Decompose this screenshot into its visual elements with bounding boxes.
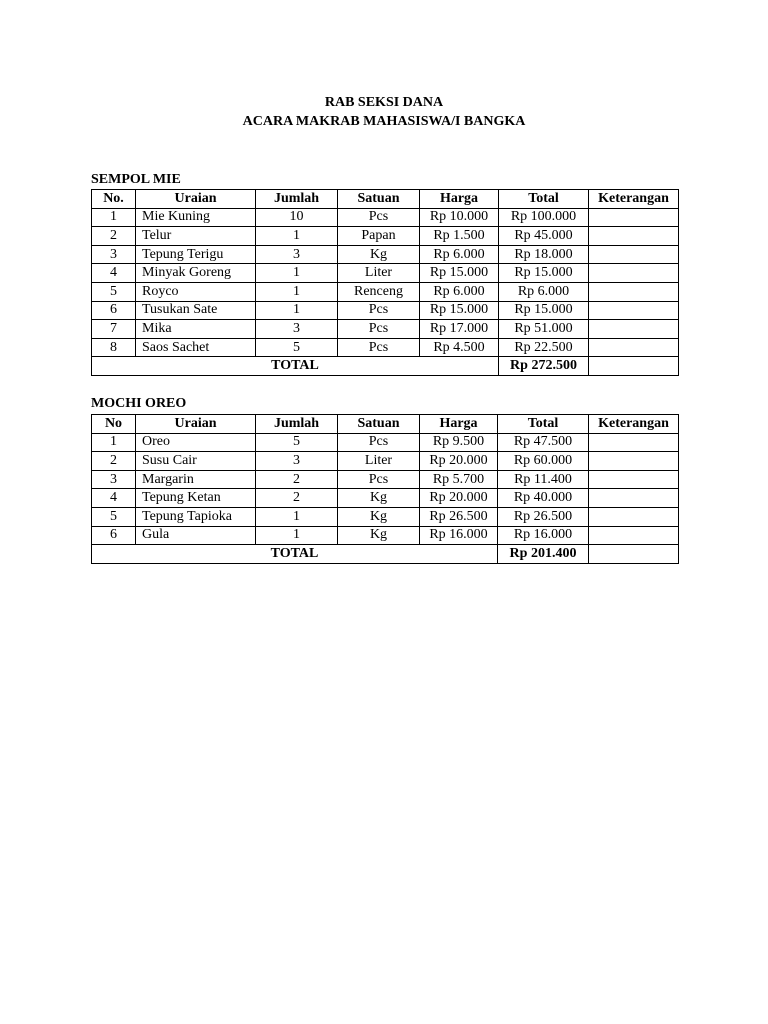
cell-total: Rp 51.000	[499, 320, 589, 339]
cell-no: 3	[92, 470, 136, 489]
cell-uraian: Tusukan Sate	[136, 301, 256, 320]
cell-total: Rp 100.000	[499, 208, 589, 227]
total-row	[92, 357, 679, 376]
table-row	[92, 507, 679, 526]
cell-total: Rp 18.000	[499, 245, 589, 264]
cell-satuan: Pcs	[338, 433, 420, 452]
cell-jumlah: 3	[256, 245, 338, 264]
cell-uraian: Tepung Ketan	[136, 489, 256, 508]
cell-jumlah: 5	[256, 338, 338, 357]
cell-uraian: Tepung Terigu	[136, 245, 256, 264]
title-line-2: ACARA MAKRAB MAHASISWA/I BANGKA	[242, 114, 526, 129]
cell-keterangan	[589, 301, 679, 320]
table-row	[92, 320, 679, 339]
cell-jumlah: 5	[256, 433, 338, 452]
cell-no: 2	[92, 452, 136, 471]
cell-total: Rp 47.500	[498, 433, 589, 452]
cell-satuan: Kg	[338, 245, 420, 264]
table-row	[92, 227, 679, 246]
title-line-1: RAB SEKSI DANA	[324, 95, 444, 110]
table-row	[92, 452, 679, 471]
cell-harga: Rp 10.000	[420, 208, 499, 227]
col-header-keterangan: Keterangan	[589, 190, 679, 209]
cell-uraian: Mika	[136, 320, 256, 339]
total-keterangan	[589, 545, 679, 564]
cell-uraian: Oreo	[136, 433, 256, 452]
table-row	[92, 301, 679, 320]
table-row	[92, 282, 679, 301]
cell-harga: Rp 17.000	[420, 320, 499, 339]
cell-satuan: Pcs	[338, 208, 420, 227]
cell-total: Rp 60.000	[498, 452, 589, 471]
cell-satuan: Kg	[338, 489, 420, 508]
section-title-sempol-mie: SEMPOL MIE	[91, 172, 181, 187]
cell-satuan: Kg	[338, 507, 420, 526]
table-header-row	[92, 415, 679, 434]
cell-harga: Rp 4.500	[420, 338, 499, 357]
cell-keterangan	[589, 433, 679, 452]
cell-jumlah: 1	[256, 301, 338, 320]
cell-keterangan	[589, 507, 679, 526]
cell-no: 6	[92, 301, 136, 320]
cell-harga: Rp 5.700	[420, 470, 498, 489]
cell-total: Rp 6.000	[499, 282, 589, 301]
cell-no: 5	[92, 282, 136, 301]
col-header-uraian: Uraian	[136, 415, 256, 434]
col-header-jumlah: Jumlah	[256, 190, 338, 209]
table-row	[92, 489, 679, 508]
cell-satuan: Pcs	[338, 338, 420, 357]
col-header-total: Total	[498, 415, 589, 434]
cell-satuan: Liter	[338, 264, 420, 283]
cell-no: 1	[92, 433, 136, 452]
cell-total: Rp 45.000	[499, 227, 589, 246]
cell-total: Rp 15.000	[499, 301, 589, 320]
cell-jumlah: 1	[256, 526, 338, 545]
cell-satuan: Pcs	[338, 320, 420, 339]
cell-harga: Rp 6.000	[420, 245, 499, 264]
cell-total: Rp 16.000	[498, 526, 589, 545]
cell-keterangan	[589, 489, 679, 508]
cell-harga: Rp 16.000	[420, 526, 498, 545]
total-keterangan	[589, 357, 679, 376]
cell-no: 5	[92, 507, 136, 526]
cell-uraian: Gula	[136, 526, 256, 545]
cell-jumlah: 1	[256, 227, 338, 246]
cell-no: 4	[92, 489, 136, 508]
cell-no: 2	[92, 227, 136, 246]
cell-no: 8	[92, 338, 136, 357]
cell-uraian: Mie Kuning	[136, 208, 256, 227]
col-header-uraian: Uraian	[136, 190, 256, 209]
table-body	[92, 208, 679, 357]
table-row	[92, 526, 679, 545]
cell-satuan: Liter	[338, 452, 420, 471]
table-row	[92, 433, 679, 452]
table-mochi-oreo	[91, 414, 679, 564]
cell-total: Rp 11.400	[498, 470, 589, 489]
cell-keterangan	[589, 526, 679, 545]
cell-total: Rp 40.000	[498, 489, 589, 508]
cell-harga: Rp 6.000	[420, 282, 499, 301]
cell-uraian: Telur	[136, 227, 256, 246]
total-row	[92, 545, 679, 564]
cell-jumlah: 1	[256, 507, 338, 526]
cell-no: 1	[92, 208, 136, 227]
cell-uraian: Saos Sachet	[136, 338, 256, 357]
cell-satuan: Kg	[338, 526, 420, 545]
cell-harga: Rp 1.500	[420, 227, 499, 246]
cell-total: Rp 15.000	[499, 264, 589, 283]
total-label: TOTAL	[92, 545, 498, 564]
cell-jumlah: 2	[256, 489, 338, 508]
cell-satuan: Pcs	[338, 470, 420, 489]
col-header-jumlah: Jumlah	[256, 415, 338, 434]
cell-no: 6	[92, 526, 136, 545]
col-header-satuan: Satuan	[338, 415, 420, 434]
cell-jumlah: 1	[256, 282, 338, 301]
cell-jumlah: 1	[256, 264, 338, 283]
cell-harga: Rp 9.500	[420, 433, 498, 452]
col-header-no: No.	[92, 190, 136, 209]
cell-keterangan	[589, 282, 679, 301]
cell-harga: Rp 15.000	[420, 264, 499, 283]
table-row	[92, 208, 679, 227]
cell-satuan: Renceng	[338, 282, 420, 301]
cell-total: Rp 22.500	[499, 338, 589, 357]
cell-keterangan	[589, 227, 679, 246]
col-header-satuan: Satuan	[338, 190, 420, 209]
document-title	[0, 93, 768, 131]
col-header-total: Total	[499, 190, 589, 209]
cell-keterangan	[589, 338, 679, 357]
cell-keterangan	[589, 208, 679, 227]
cell-no: 3	[92, 245, 136, 264]
table-sempol-mie	[91, 189, 679, 376]
cell-keterangan	[589, 264, 679, 283]
cell-jumlah: 10	[256, 208, 338, 227]
table-row	[92, 264, 679, 283]
section-title-mochi-oreo: MOCHI OREO	[91, 396, 187, 411]
cell-uraian: Margarin	[136, 470, 256, 489]
table-body	[92, 433, 679, 545]
cell-no: 7	[92, 320, 136, 339]
total-value: Rp 201.400	[498, 545, 589, 564]
col-header-harga: Harga	[420, 415, 498, 434]
cell-satuan: Papan	[338, 227, 420, 246]
col-header-harga: Harga	[420, 190, 499, 209]
col-header-keterangan: Keterangan	[589, 415, 679, 434]
cell-harga: Rp 20.000	[420, 452, 498, 471]
cell-harga: Rp 15.000	[420, 301, 499, 320]
cell-jumlah: 2	[256, 470, 338, 489]
cell-no: 4	[92, 264, 136, 283]
total-value: Rp 272.500	[499, 357, 589, 376]
cell-jumlah: 3	[256, 452, 338, 471]
cell-keterangan	[589, 320, 679, 339]
cell-uraian: Royco	[136, 282, 256, 301]
cell-uraian: Susu Cair	[136, 452, 256, 471]
cell-harga: Rp 20.000	[420, 489, 498, 508]
table-row	[92, 245, 679, 264]
cell-uraian: Minyak Goreng	[136, 264, 256, 283]
cell-jumlah: 3	[256, 320, 338, 339]
total-label: TOTAL	[92, 357, 499, 376]
table-row	[92, 338, 679, 357]
cell-total: Rp 26.500	[498, 507, 589, 526]
cell-uraian: Tepung Tapioka	[136, 507, 256, 526]
cell-satuan: Pcs	[338, 301, 420, 320]
table-header-row	[92, 190, 679, 209]
col-header-no: No	[92, 415, 136, 434]
cell-keterangan	[589, 452, 679, 471]
cell-harga: Rp 26.500	[420, 507, 498, 526]
cell-keterangan	[589, 470, 679, 489]
cell-keterangan	[589, 245, 679, 264]
table-row	[92, 470, 679, 489]
